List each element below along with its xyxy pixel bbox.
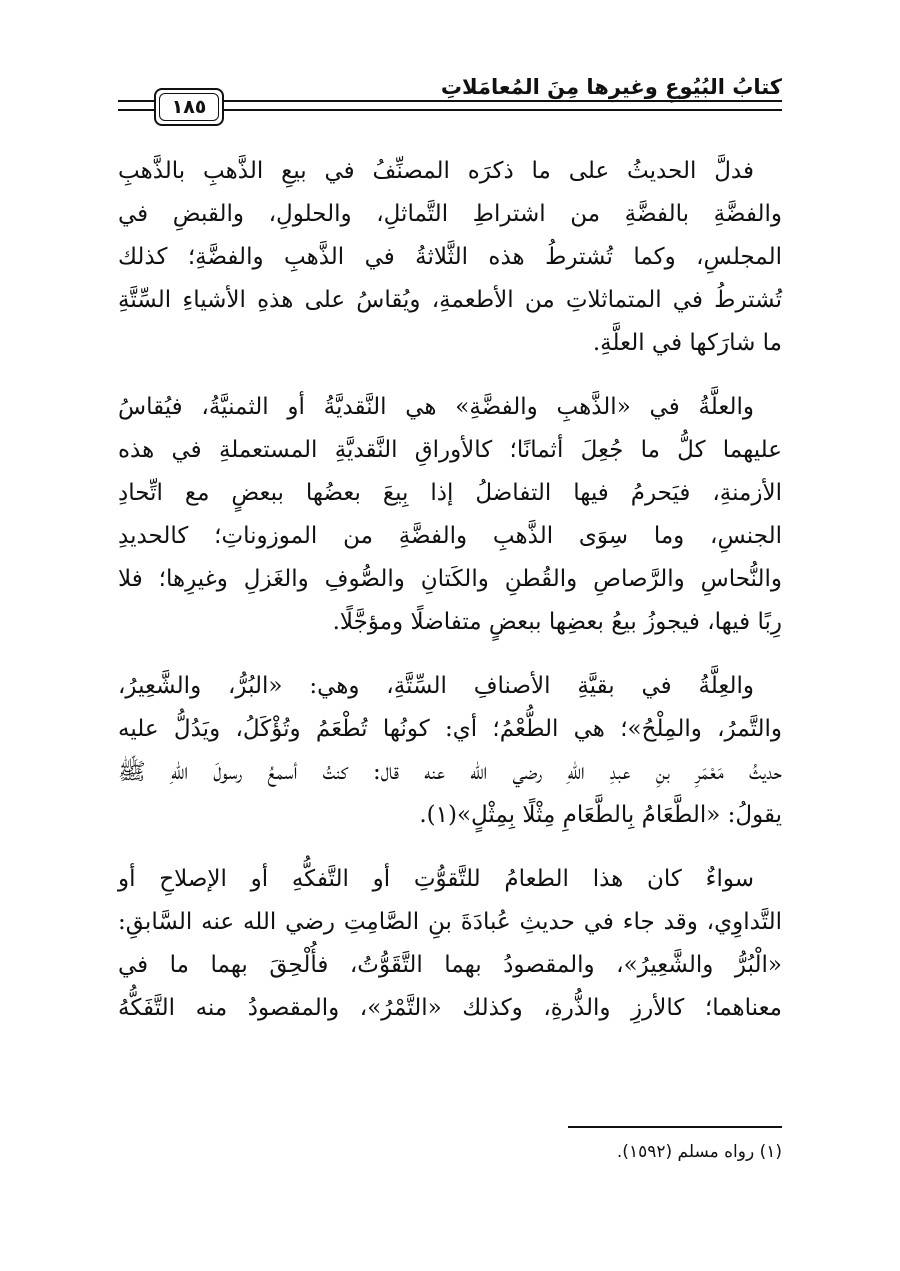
text-line: يقولُ: «الطَّعَامُ بِالطَّعَامِ مِثْلًا بِمِثْلٍ»(١). (419, 802, 782, 828)
page-number: ١٨٥ (171, 96, 207, 118)
text-line: التَّداوِي، وقد جاء في حديثِ عُبادَةَ بنِ الصَّامِتِ رضي الله عنه السَّابقِ: (118, 909, 782, 935)
text-line: والعِلَّةُ في بقيَّةِ الأصنافِ السِّتَّةِ، وهي: «البُرُّ، والشَّعِيرُ، (118, 673, 754, 699)
text-line: ما شارَكها في العلَّةِ. (592, 330, 782, 356)
header-rule-left (118, 100, 154, 111)
text-line: تُشترطُ في المتماثلاتِ من الأطعمةِ، ويُقاسُ على هذهِ الأشياءِ السِّتَّةِ (118, 287, 782, 313)
paragraph-4 (118, 858, 782, 1030)
text-line: الجنسِ، وما سِوَى الذَّهبِ والفضَّةِ من الموزوناتِ؛ كالحديدِ (118, 523, 782, 549)
text-line: والنُّحاسِ والرَّصاصِ والقُطنِ والكَتانِ والصُّوفِ والغَزلِ وغيرِها؛ فلا (118, 566, 782, 592)
text-line: سواءٌ كان هذا الطعامُ للتَّقوُّتِ أو التَّفكُّهِ أو الإصلاحِ أو (118, 866, 754, 892)
running-header-title: كتابُ البُيُوعِ وغيرِها مِنَ المُعامَلاتِ (440, 75, 782, 99)
header-rule-right (222, 100, 782, 111)
page-number-frame (154, 88, 224, 126)
text-line: والتَّمرُ، والمِلْحُ»؛ هي الطُّعْمُ؛ أي: كونُها تُطْعَمُ وتُؤْكَلُ، ويَدُلُّ عليه (118, 716, 782, 742)
footnote-rule (568, 1126, 782, 1128)
text-line: «الْبُرُّ والشَّعِيرُ»، والمقصودُ بهما التَّقَوُّتُ، فأُلْحِقَ بهما ما في (118, 952, 782, 978)
body-text (118, 150, 782, 1051)
text-line: الأزمنةِ، فيَحرمُ فيها التفاضلُ إذا بِيعَ بعضُها ببعضٍ مع اتِّحادِ (118, 480, 782, 506)
text-line: فدلَّ الحديثُ على ما ذكرَه المصنِّفُ في بيعِ الذَّهبِ بالذَّهبِ (118, 158, 754, 184)
text-line: المجلسِ، وكما تُشترطُ هذه الثَّلاثةُ في الذَّهبِ والفضَّةِ؛ كذلك (118, 244, 782, 270)
text-line: معناهما؛ كالأرزِ والذُّرةِ، وكذلك «التَّمْرُ»، والمقصودُ منه التَّفَكُّهُ (118, 995, 782, 1021)
paragraph-3 (118, 665, 782, 837)
text-line: حديثُ مَعْمَرِ بنِ عبدِ اللهِ رضي الله عنه قال: كنتُ أسمعُ رسولَ اللهِ ﷺ (118, 759, 782, 785)
text-line: عليهما كلُّ ما جُعِلَ أثمانًا؛ كالأوراقِ النَّقديَّةِ المستعملةِ في هذه (118, 437, 782, 463)
footnote: (١) رواه مسلم (١٥٩٢). (616, 1142, 782, 1162)
text-line: رِبًا فيها، فيجوزُ بيعُ بعضِها ببعضٍ متفاضلًا ومؤجَّلًا. (332, 609, 782, 635)
paragraph-2 (118, 386, 782, 644)
text-line: والعلَّةُ في «الذَّهبِ والفضَّةِ» هي النَّقديَّةُ أو الثمنيَّةُ، فيُقاسُ (118, 394, 754, 420)
text-line: والفضَّةِ بالفضَّةِ من اشتراطِ التَّماثلِ، والحلولِ، والقبضِ في (118, 201, 782, 227)
paragraph-1 (118, 150, 782, 365)
